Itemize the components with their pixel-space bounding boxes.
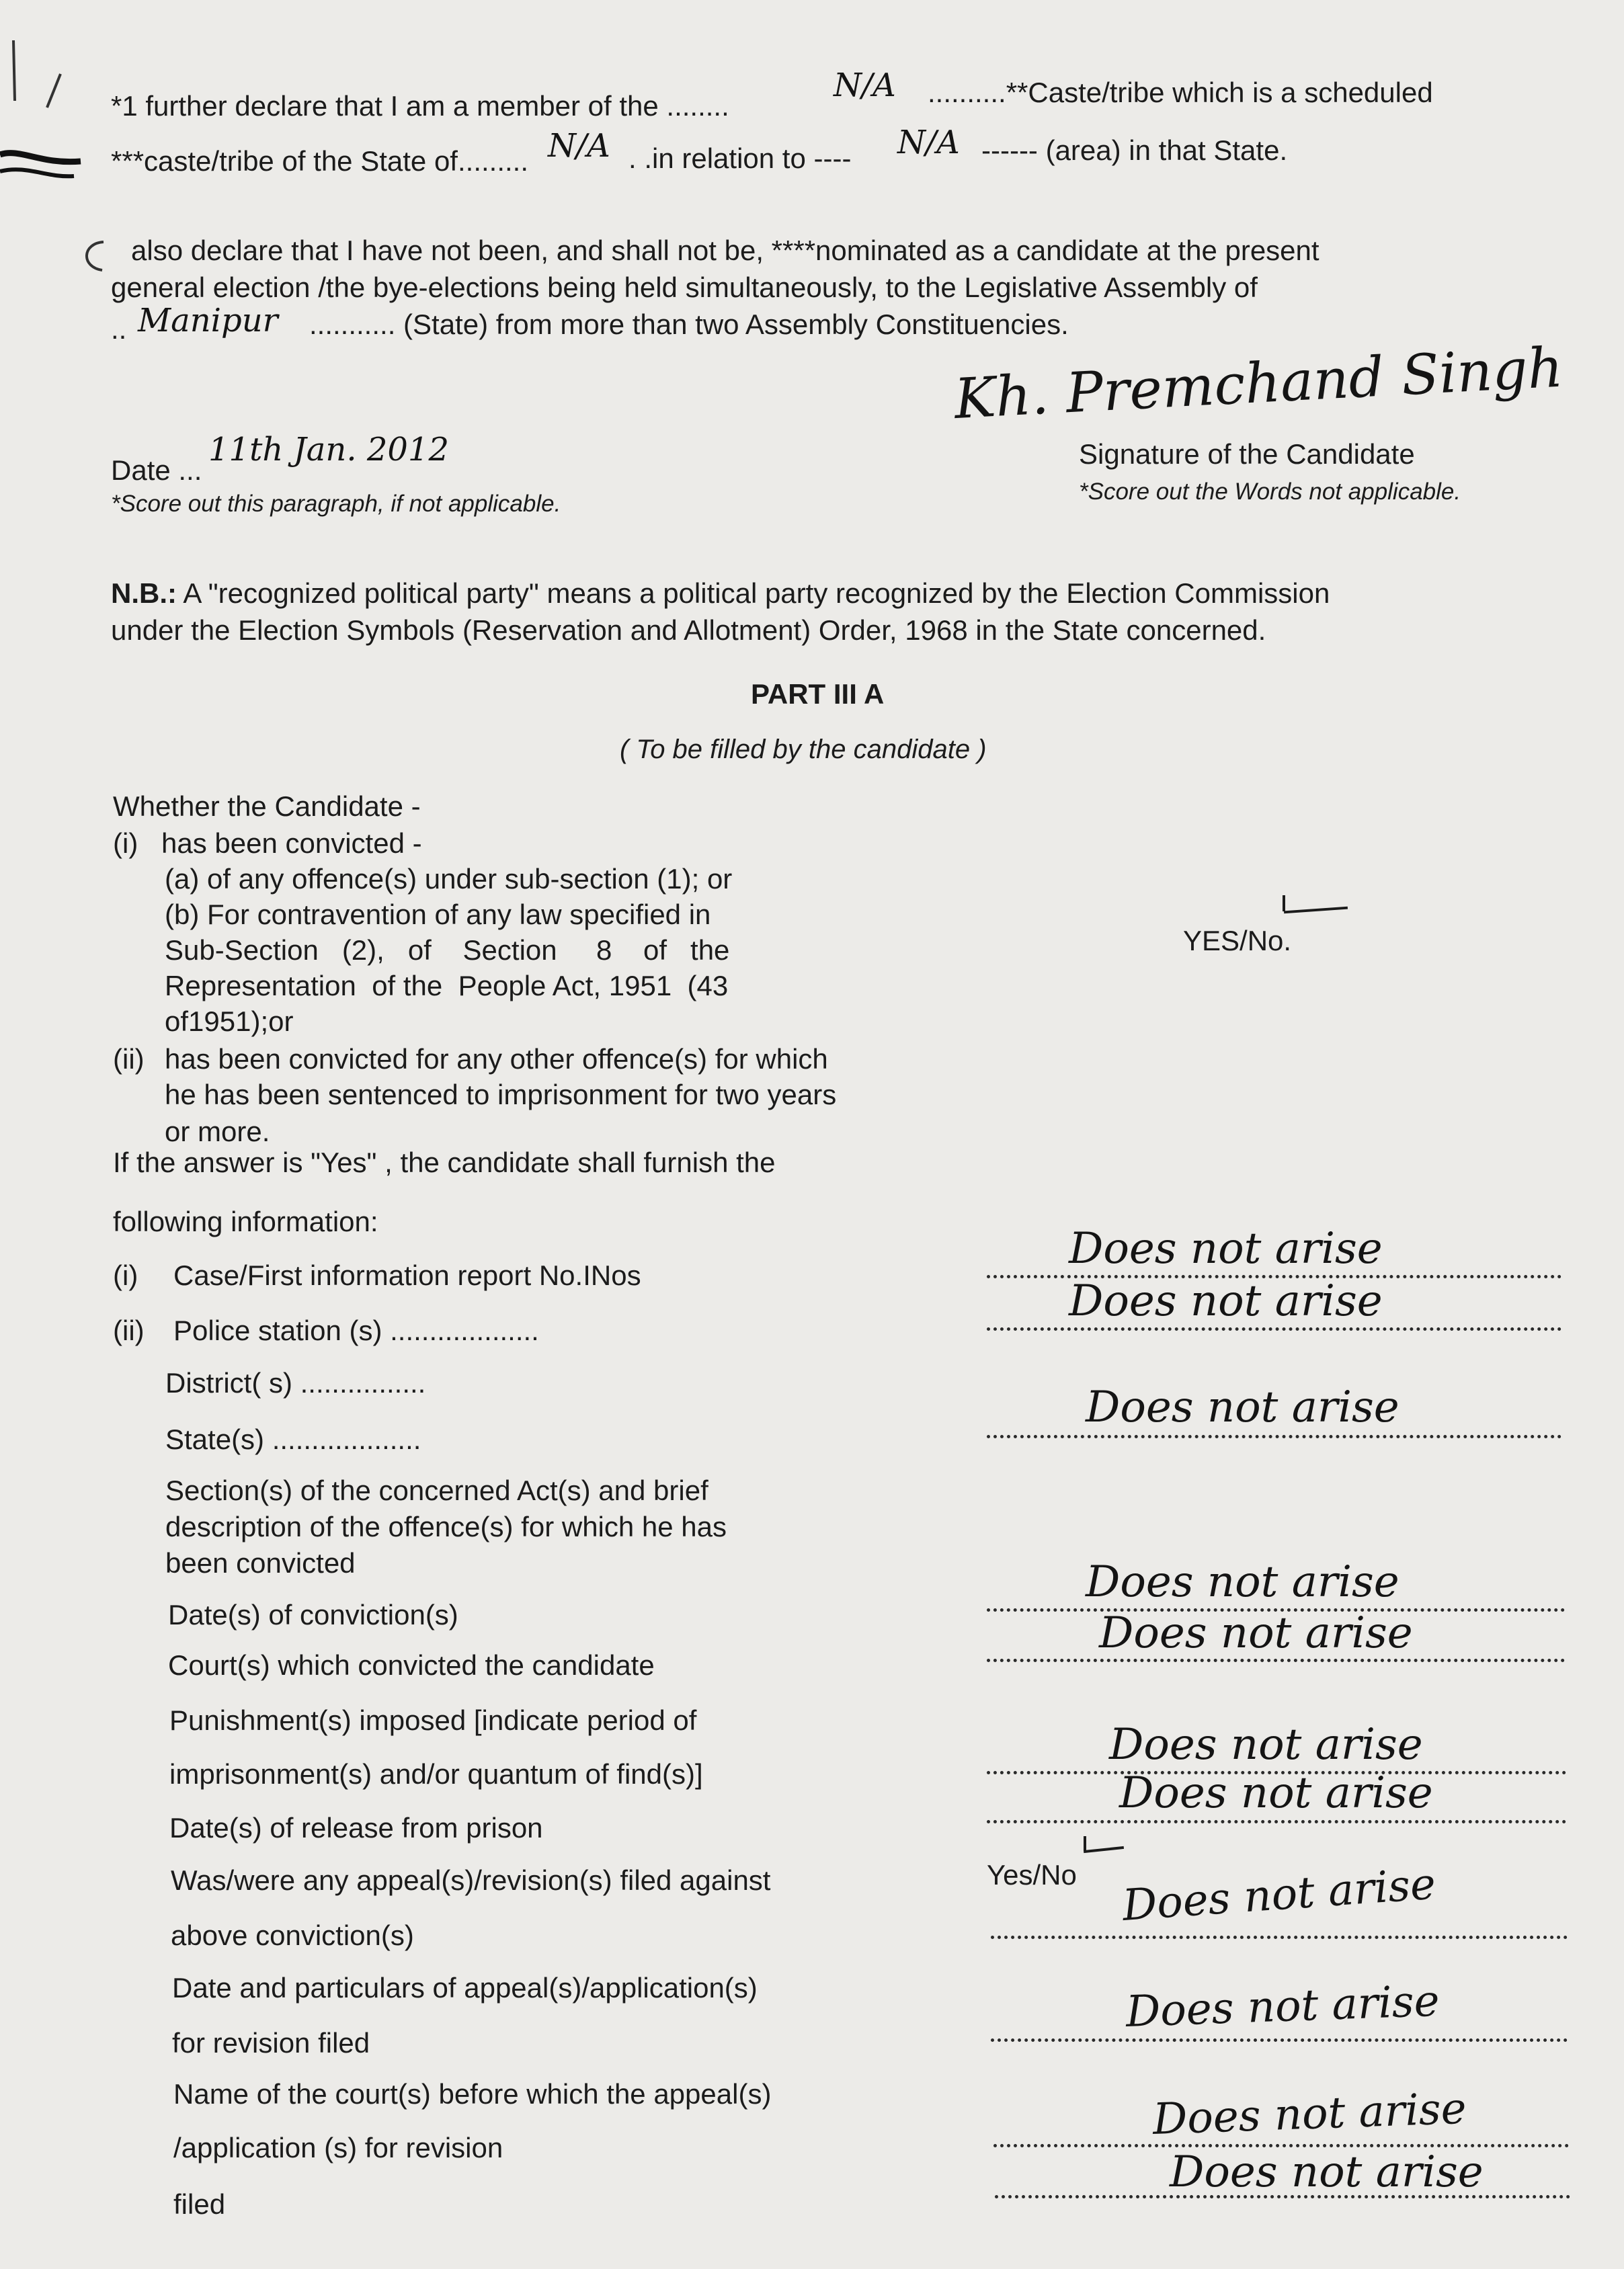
q1-text: has been convicted - xyxy=(161,827,422,859)
no-tick-mark-2 xyxy=(1084,1846,1124,1853)
question-intro: Whether the Candidate - xyxy=(113,790,421,822)
date-value: 11th Jan. 2012 xyxy=(208,431,449,468)
area-filled: N/A xyxy=(897,124,960,161)
caste-line-end: ..........**Caste/tribe which is a scheduled xyxy=(928,77,1433,108)
answer-case-report: Does not arise xyxy=(1069,1224,1383,1274)
q1a-text: (a) of any offence(s) under sub-section (1); or xyxy=(165,863,733,895)
scan-edge-marks xyxy=(0,27,87,181)
appeal-line-2: above conviction(s) xyxy=(171,1920,414,1951)
date-note: *Score out this paragraph, if not applicable. xyxy=(111,491,561,517)
answer-particulars: Does not arise xyxy=(1125,1976,1440,2037)
case-report-label: Case/First information report No.INos xyxy=(173,1260,641,1291)
nb-line-2: under the Election Symbols (Reservation and Allotment) Order, 1968 in the State concerned. xyxy=(111,614,1266,646)
section-line-3: been convicted xyxy=(165,1547,356,1579)
q1-number: (i) xyxy=(113,827,138,859)
signature-label: Signature of the Candidate xyxy=(1079,438,1415,470)
answer-line-7 xyxy=(987,1820,1566,1823)
answer-court: Does not arise xyxy=(1099,1608,1413,1658)
date-conviction-label: Date(s) of conviction(s) xyxy=(168,1599,458,1631)
caste-line-start: *1 further declare that I am a member of the ........ xyxy=(111,90,729,122)
if-yes-line-2: following information: xyxy=(113,1206,378,1237)
state-filled: N/A xyxy=(548,127,610,165)
answer-court-name: Does not arise xyxy=(1151,2084,1467,2145)
state-line-mid: . .in relation to ---- xyxy=(628,142,852,174)
signature-note: *Score out the Words not applicable. xyxy=(1079,479,1461,505)
nb-text-1: A "recognized political party" means a political party recognized by the Election Commission xyxy=(183,577,1330,609)
nomination-line-1: also declare that I have not been, and shall not be, ****nominated as a candidate at the present xyxy=(131,235,1320,266)
answer-line-9 xyxy=(991,2038,1568,2042)
q1b-line-2: Sub-Section (2), of Section 8 of the xyxy=(165,934,730,966)
district-label: District( s) ................ xyxy=(165,1367,426,1399)
court-name-line-1: Name of the court(s) before which the appeal(s) xyxy=(173,2078,772,2110)
q2-line-1: has been convicted for any other offence(s) for which xyxy=(165,1043,828,1075)
yes-no-answer-1: YES/No. xyxy=(1183,925,1292,956)
part-title: PART III A xyxy=(751,678,885,710)
no-tick-mark-2-stem xyxy=(1084,1836,1086,1851)
answer-court-name-2: Does not arise xyxy=(1170,2147,1484,2197)
q1b-line-3: Representation of the People Act, 1951 (43 xyxy=(165,970,729,1001)
no-tick-mark-1-stem xyxy=(1283,895,1285,911)
part-subtitle: ( To be filled by the candidate ) xyxy=(620,735,987,764)
candidate-signature: Kh. Premchand Singh xyxy=(952,335,1565,431)
particulars-line-2: for revision filed xyxy=(172,2027,370,2059)
bracket-mark xyxy=(75,237,109,277)
answer-line-8 xyxy=(991,1936,1568,1939)
state-label: State(s) ................... xyxy=(165,1424,421,1455)
answer-release: Does not arise xyxy=(1119,1768,1433,1818)
answer-line-3 xyxy=(987,1435,1561,1438)
answer-date-conviction: Does not arise xyxy=(1086,1557,1399,1607)
state-line-start: ***caste/tribe of the State of......... xyxy=(111,145,528,177)
nomination-line-3-post: ........... (State) from more than two Assembly Constituencies. xyxy=(309,308,1069,340)
answer-appeal: Does not arise xyxy=(1121,1859,1438,1931)
punishment-line-1: Punishment(s) imposed [indicate period of xyxy=(169,1704,697,1736)
q2-line-3: or more. xyxy=(165,1116,270,1147)
nomination-line-3-pre: .. xyxy=(111,313,127,345)
court-label: Court(s) which convicted the candidate xyxy=(168,1649,655,1681)
answer-punishment: Does not arise xyxy=(1109,1720,1423,1770)
nb-line-1 xyxy=(111,575,1330,612)
no-tick-mark-1 xyxy=(1284,907,1348,914)
court-name-line-2: /application (s) for revision xyxy=(173,2132,503,2163)
q2-line-2: he has been sentenced to imprisonment for two years xyxy=(165,1079,837,1110)
q2-number: (ii) xyxy=(113,1043,145,1075)
police-number-label: (ii) xyxy=(113,1315,145,1346)
state-line-end: ------ (area) in that State. xyxy=(981,134,1288,166)
q1b-line-1: (b) For contravention of any law specified in xyxy=(165,899,711,930)
answer-state: Does not arise xyxy=(1086,1383,1399,1432)
nomination-line-2: general election /the bye-elections being held simultaneously, to the Legislative Assembly of xyxy=(111,272,1258,303)
particulars-line-1: Date and particulars of appeal(s)/application(s) xyxy=(172,1972,758,2004)
if-yes-line-1: If the answer is "Yes" , the candidate shall furnish the xyxy=(113,1147,776,1178)
section-line-2: description of the offence(s) for which he has xyxy=(165,1511,727,1542)
release-label: Date(s) of release from prison xyxy=(169,1812,543,1844)
q1b-line-4: of1951);or xyxy=(165,1005,294,1037)
punishment-line-2: imprisonment(s) and/or quantum of find(s)] xyxy=(169,1758,703,1790)
police-station-label: Police station (s) ................... xyxy=(173,1315,539,1346)
caste-filled: N/A xyxy=(834,67,896,104)
yes-no-answer-2: Yes/No xyxy=(987,1859,1077,1891)
appeal-line-1: Was/were any appeal(s)/revision(s) filed against xyxy=(171,1864,771,1896)
answer-line-5 xyxy=(987,1659,1565,1662)
court-name-line-3: filed xyxy=(173,2188,226,2220)
answer-line-2 xyxy=(987,1327,1561,1331)
section-line-1: Section(s) of the concerned Act(s) and brief xyxy=(165,1475,708,1506)
answer-police-station: Does not arise xyxy=(1069,1276,1383,1326)
case-number-label: (i) xyxy=(113,1260,138,1291)
date-label: Date ... xyxy=(111,454,202,486)
state-name-filled: Manipur xyxy=(138,302,278,339)
nb-label: N.B.: xyxy=(111,577,177,609)
